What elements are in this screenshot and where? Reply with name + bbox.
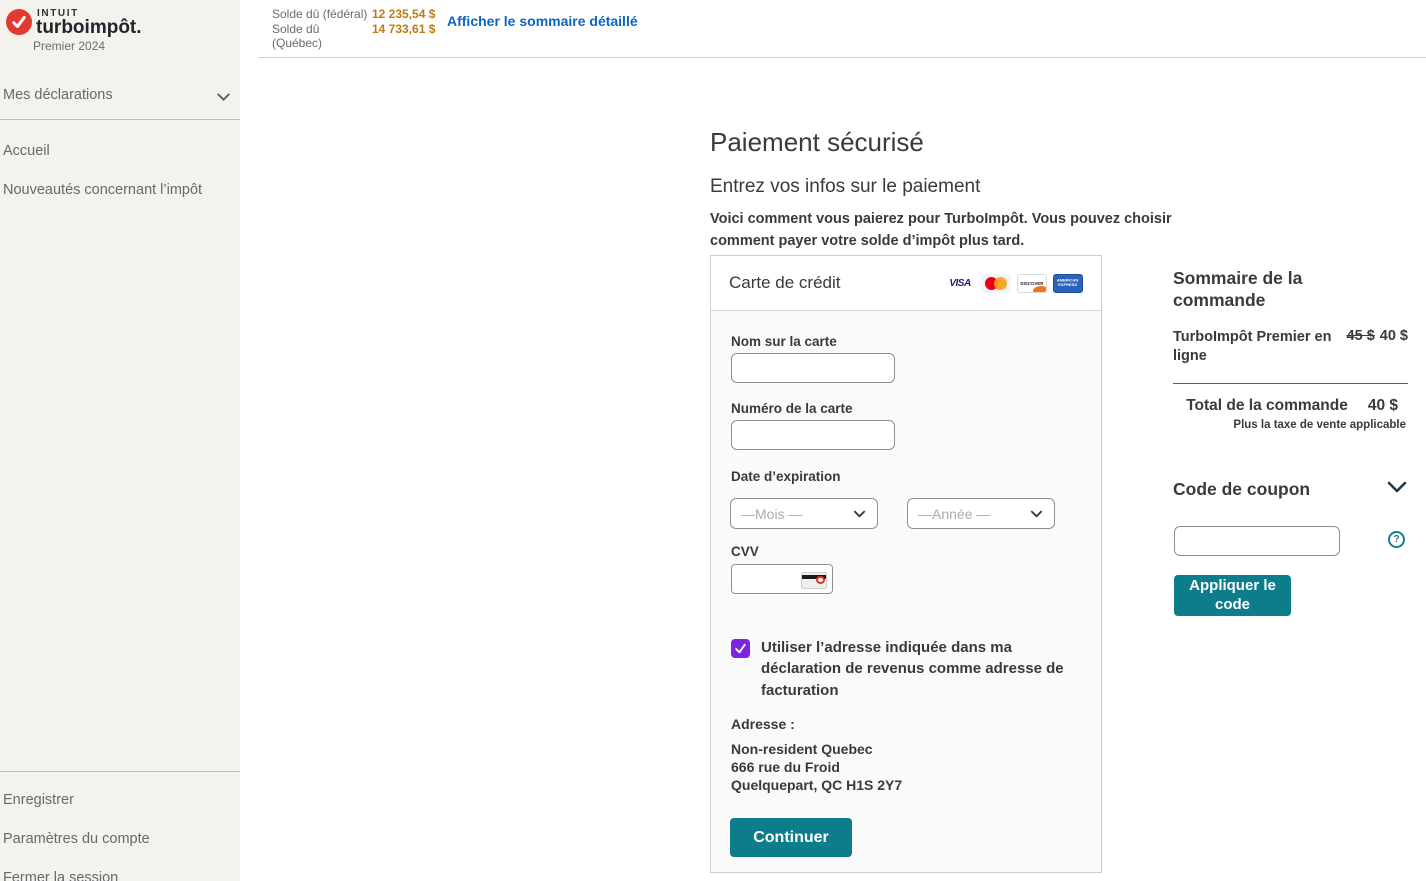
coupon-code-input[interactable] bbox=[1174, 526, 1340, 556]
sidebar-item-parametres[interactable]: Paramètres du compte bbox=[3, 831, 150, 847]
card-number-label: Numéro de la carte bbox=[731, 401, 853, 416]
apply-coupon-button[interactable]: Appliquer le code bbox=[1174, 575, 1291, 616]
header-divider bbox=[258, 57, 1426, 58]
sidebar-divider-bottom bbox=[0, 771, 240, 772]
card-name-label: Nom sur la carte bbox=[731, 334, 837, 349]
order-summary bbox=[1173, 268, 1408, 431]
cvv-card-icon bbox=[801, 572, 827, 589]
product-prices bbox=[1347, 328, 1408, 366]
product-edition: Premier 2024 bbox=[33, 39, 106, 53]
sidebar bbox=[0, 0, 240, 881]
sidebar-divider bbox=[0, 119, 240, 120]
detailed-summary-link[interactable]: Afficher le sommaire détaillé bbox=[447, 13, 638, 29]
sidebar-item-fermer-session[interactable]: Fermer la session bbox=[3, 870, 119, 881]
chevron-down-icon[interactable] bbox=[1386, 479, 1408, 500]
chevron-down-icon bbox=[852, 506, 867, 521]
address-line: Quelquepart, QC H1S 2Y7 bbox=[731, 777, 903, 793]
balance-row-federal bbox=[272, 7, 435, 21]
total-value: 40 $ bbox=[1367, 397, 1398, 414]
product-row bbox=[1173, 328, 1408, 366]
address-line: Non-resident Quebec bbox=[731, 741, 873, 757]
visa-icon: VISA bbox=[945, 274, 975, 293]
balance-label-federal: Solde dû (fédéral) bbox=[272, 7, 368, 21]
payment-description: Voici comment vous paierez pour TurboImpôt. Vous pouvez choisir comment payer votre solde d’impôt plus tard. bbox=[710, 211, 1172, 250]
mastercard-icon bbox=[981, 274, 1011, 293]
cvv-label: CVV bbox=[731, 544, 759, 559]
balance-amount-quebec: 14 733,61 $ bbox=[372, 22, 436, 36]
address-label: Adresse : bbox=[731, 716, 795, 732]
balance-label-quebec: Solde dû (Québec) bbox=[272, 22, 323, 50]
use-address-checkbox[interactable] bbox=[731, 639, 750, 658]
balance-amount-federal: 12 235,54 $ bbox=[372, 7, 436, 21]
expiry-month-select[interactable] bbox=[730, 498, 878, 529]
chevron-down-icon[interactable] bbox=[215, 88, 232, 105]
page-title: Paiement sécurisé bbox=[710, 127, 924, 157]
current-price: 40 $ bbox=[1379, 328, 1408, 344]
turboimpot-wordmark: turboimpôt. bbox=[36, 17, 142, 38]
product-name: TurboImpôt Premier en ligne bbox=[1173, 329, 1332, 364]
intuit-wordmark: INTUIT bbox=[37, 8, 79, 19]
sidebar-item-nouveautes[interactable]: Nouveautés concernant l’impôt bbox=[3, 182, 203, 198]
checkmark-icon bbox=[734, 642, 747, 655]
expiry-label: Date d’expiration bbox=[731, 469, 841, 484]
summary-divider bbox=[1173, 383, 1408, 384]
intuit-checkmark-icon bbox=[6, 9, 32, 35]
chevron-down-icon bbox=[1029, 506, 1044, 521]
billing-address bbox=[731, 740, 902, 794]
address-line: 666 rue du Froid bbox=[731, 759, 840, 775]
expiry-year-select[interactable] bbox=[907, 498, 1055, 529]
card-name-input[interactable] bbox=[731, 353, 895, 383]
card-number-input[interactable] bbox=[731, 420, 895, 450]
discover-icon: DISCOVER bbox=[1017, 274, 1047, 293]
coupon-title: Code de coupon bbox=[1173, 479, 1311, 499]
credit-card-panel bbox=[710, 255, 1102, 873]
balance-row-quebec bbox=[272, 22, 435, 50]
coupon-section bbox=[1173, 479, 1408, 613]
card-header-title: Carte de crédit bbox=[729, 273, 841, 292]
amex-icon: AMERICAN EXPRESS bbox=[1053, 274, 1083, 293]
credit-card-panel-header bbox=[711, 256, 1101, 311]
total-label: Total de la commande bbox=[1186, 397, 1348, 414]
use-address-checkbox-label[interactable]: Utiliser l’adresse indiquée dans ma déclaration de revenus comme adresse de facturation bbox=[761, 639, 1064, 699]
continue-button[interactable]: Continuer bbox=[730, 818, 852, 857]
year-placeholder: —Année — bbox=[918, 505, 991, 522]
month-placeholder: —Mois — bbox=[741, 505, 803, 522]
total-row bbox=[1173, 397, 1398, 415]
cvv-input-wrap bbox=[731, 564, 833, 594]
help-icon[interactable]: ? bbox=[1388, 531, 1405, 548]
sidebar-item-declarations[interactable]: Mes déclarations bbox=[3, 87, 113, 103]
tax-note: Plus la taxe de vente applicable bbox=[1233, 419, 1406, 431]
accepted-cards bbox=[945, 274, 1083, 293]
sidebar-item-enregistrer[interactable]: Enregistrer bbox=[3, 792, 74, 808]
old-price: 45 $ bbox=[1346, 328, 1375, 344]
sidebar-item-accueil[interactable]: Accueil bbox=[3, 143, 50, 159]
order-summary-title: Sommaire de la commande bbox=[1173, 268, 1303, 310]
page-subtitle: Entrez vos infos sur le paiement bbox=[710, 176, 981, 197]
